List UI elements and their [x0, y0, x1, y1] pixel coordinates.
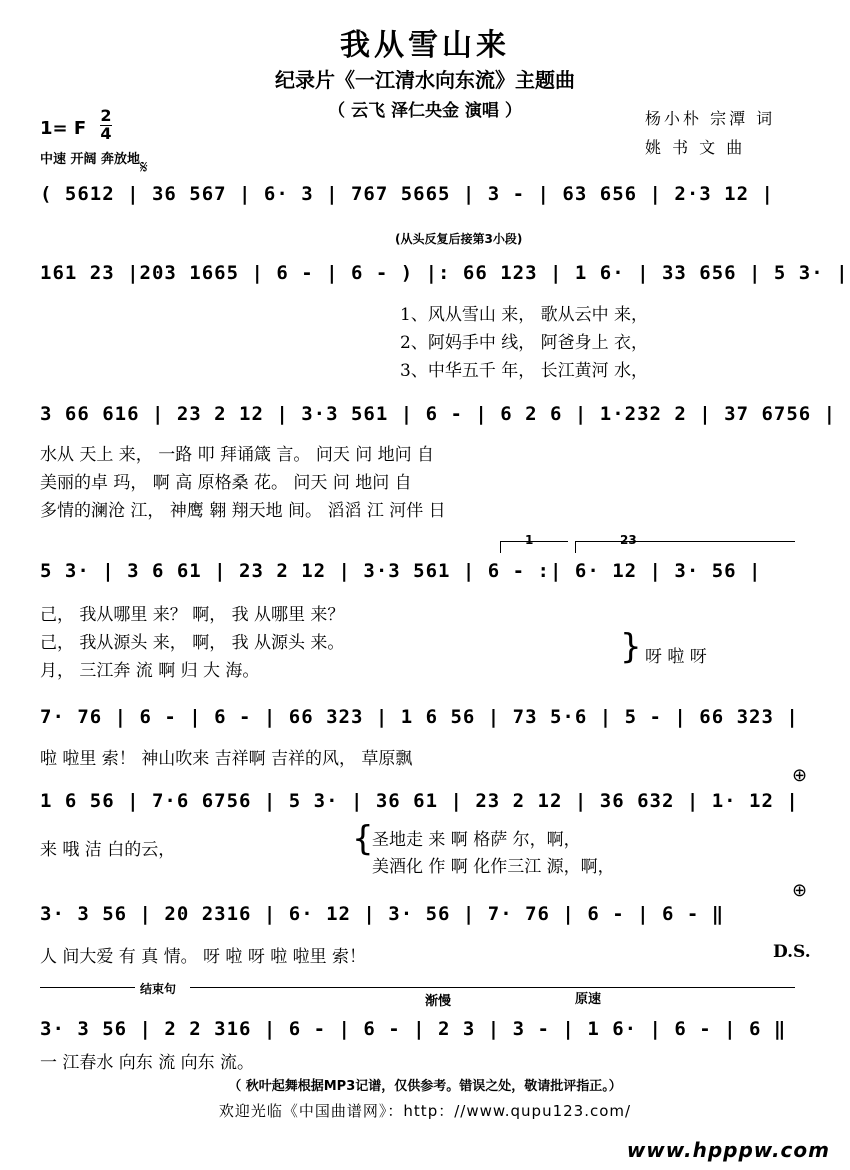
tempo-original: 原速 [575, 992, 602, 1007]
singers: （ 云飞 泽仁央金 演唱 ） [328, 101, 522, 121]
lyric-row-8: 一 江春水 向东 流 向东 流。 [40, 1053, 255, 1073]
lyric-row-2-verse-1: 1、风从雪山 来， 歌从云中 来， [400, 305, 649, 325]
lyricist-credit: 杨小朴 宗潭 词 [645, 109, 776, 128]
watermark: www.hpppw.com [626, 1138, 830, 1162]
first-ending-bracket [500, 541, 568, 542]
ending-label: 结束句 [140, 982, 177, 996]
score-row-6: 1 6 56 | 7·6 6756 | 5 3· | 36 61 | 23 2 12 | 36 632 | 1· 12 | [40, 790, 799, 812]
score-row-2: 161 23 |203 1665 | 6 - | 6 - ) |: 66 123 | 1 6· | 33 656 | 5 3· | [40, 262, 849, 284]
segno-sign: 𝄋 [140, 157, 148, 178]
lyric-row-3-verse-1: 水从 天上 来， 一路 叩 拜诵箴 言。 问天 问 地问 自 [40, 445, 435, 465]
transcriber-note: （ 秋叶起舞根据MP3记谱，仅供参考。错误之处，敬请批评指正。） [228, 1079, 622, 1094]
site-credit: 欢迎光临《中国曲谱网》：http：//www.qupu123.com/ [218, 1102, 632, 1120]
lyric-row-4-side: 呀 啦 呀 [645, 647, 707, 667]
ending-line-left [40, 987, 135, 988]
lyric-row-6-b: 圣地走 来 啊 格萨 尔，啊， [372, 830, 581, 850]
lyric-row-6-c: 美酒化 作 啊 化作三江 源，啊， [372, 857, 615, 877]
tempo-marking: 中速 开阔 奔放地 [40, 152, 141, 167]
ending-line-right [190, 987, 795, 988]
score-row-5: 7· 76 | 6 - | 6 - | 66 323 | 1 6 56 | 73 5·6 | 5 - | 66 323 | [40, 706, 799, 728]
coda-sign-row-6: ⊕ [792, 765, 808, 786]
score-row-7: 3· 3 56 | 20 2316 | 6· 12 | 3· 56 | 7· 76 | 6 - | 6 - ‖ [40, 903, 725, 925]
second-ending-bracket-left [575, 541, 576, 553]
key-signature: 1= F [40, 118, 87, 139]
verse-brace: } [620, 627, 642, 667]
lyric-row-4-verse-2: 己， 我从源头 来， 啊， 我 从源头 来。 [40, 633, 345, 653]
first-ending-number: 1 [525, 533, 534, 547]
lyric-row-6-a: 来 哦 洁 白的云， [40, 840, 176, 860]
lyric-row-5: 啦 啦里 索！ 神山吹来 吉祥啊 吉祥的风， 草原飘 [40, 749, 413, 769]
score-row-1: ( 5612 | 36 567 | 6· 3 | 767 5665 | 3 - | 63 656 | 2·3 12 | [40, 183, 774, 205]
lyric-row-4-verse-1: 己， 我从哪里 来？ 啊， 我 从哪里 来？ [40, 605, 345, 625]
lyric-row-7: 人 间大爱 有 真 情。 呀 啦 呀 啦 啦里 索！ [40, 947, 367, 967]
time-signature: 2 4 [100, 106, 112, 143]
lyric-row-2-verse-3: 3、中华五千 年， 长江黄河 水， [400, 361, 649, 381]
tempo-slow: 渐慢 [425, 994, 452, 1009]
lyric-row-2-verse-2: 2、阿妈手中 线， 阿爸身上 衣， [400, 333, 649, 353]
first-ending-bracket-left [500, 541, 501, 553]
lyric-row-4-verse-3: 月， 三江奔 流 啊 归 大 海。 [40, 661, 260, 681]
score-row-4: 5 3· | 3 6 61 | 23 2 12 | 3·3 561 | 6 - :| 6· 12 | 3· 56 | [40, 560, 762, 582]
second-ending-number: 23 [620, 533, 637, 547]
coda-sign-row-7: ⊕ [792, 880, 808, 901]
second-ending-bracket [575, 541, 795, 542]
score-row-3: 3 66 616 | 23 2 12 | 3·3 561 | 6 - | 6 2 6 | 1·232 2 | 37 6756 | [40, 403, 837, 425]
page-title: 我从雪山来 [340, 28, 510, 63]
composer-credit: 姚 书 文 曲 [645, 138, 746, 157]
verse-brace-left: { [352, 819, 374, 859]
score-row-8: 3· 3 56 | 2 2 316 | 6 - | 6 - | 2 3 | 3 - | 1 6· | 6 - | 6 ‖ [40, 1018, 787, 1040]
lyric-row-3-verse-3: 多情的澜沧 江， 神鹰 翱 翔天地 间。 滔滔 江 河伴 日 [40, 501, 446, 521]
repeat-annotation: (从头反复后接第3小段) [395, 232, 523, 246]
page-subtitle: 纪录片《一江清水向东流》主题曲 [275, 68, 575, 92]
lyric-row-3-verse-2: 美丽的卓 玛， 啊 高 原格桑 花。 问天 问 地问 自 [40, 473, 412, 493]
ds-marking: D.S. [773, 942, 811, 962]
